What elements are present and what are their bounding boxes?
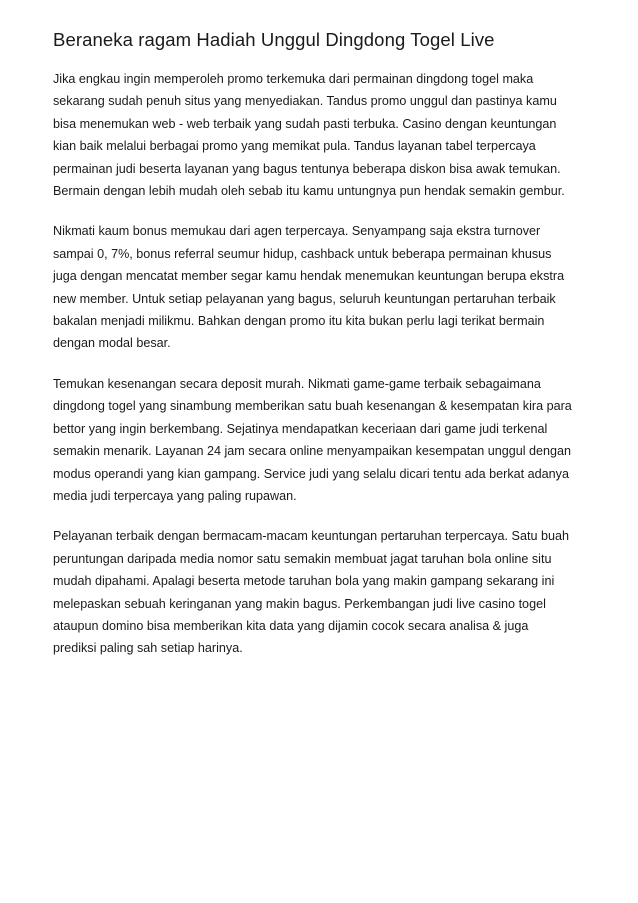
paragraph-1: [53, 68, 593, 202]
paragraph-line: new member. Untuk setiap pelayanan yang bagus, seluruh keuntungan pertaruhan terbaik: [53, 291, 556, 306]
paragraph-line: sampai 0, 7%, bonus referral seumur hidup, cashback untuk beberapa permainan khusus: [53, 246, 552, 261]
paragraph-line: dingdong togel yang sinambung memberikan satu buah kesenangan & kesempatan kira para: [53, 399, 572, 414]
paragraph-line: Bermain dengan lebih mudah oleh sebab itu kamu untungnya pun hendak semakin gembur.: [53, 184, 565, 199]
paragraph-4: [53, 525, 593, 659]
paragraph-line: semakin menarik. Layanan 24 jam secara online menyampaikan kesempatan unggul dengan: [53, 444, 572, 459]
paragraph-line: mudah dipahami. Apalagi beserta metode taruhan bola yang makin gampang sekarang ini: [53, 574, 555, 589]
paragraph-line: permainan judi beserta layanan yang bagus tentunya beberapa diskon bisa awak temukan.: [53, 161, 561, 176]
document-title: Beraneka ragam Hadiah Unggul Dingdong Togel Live: [53, 29, 495, 50]
paragraph-line: ataupun domino bisa memberikan kita data yang dijamin cocok secara analisa & juga: [53, 618, 529, 633]
paragraph-line: Temukan kesenangan secara deposit murah. Nikmati game-game terbaik sebagaimana: [53, 376, 541, 391]
paragraph-line: Nikmati kaum bonus memukau dari agen terpercaya. Senyampang saja ekstra turnover: [53, 224, 541, 239]
paragraph-line: kian baik melalui berbagai promo yang memikat pula. Tandus layanan tabel terpercaya: [53, 139, 536, 154]
paragraph-line: juga dengan mencatat member segar kamu hendak menemukan keuntungan berupa ekstra: [53, 269, 565, 284]
paragraph-line: sekarang sudah penuh situs yang menyediakan. Tandus promo unggul dan pastinya kamu: [53, 94, 557, 109]
paragraph-line: bakalan menjadi milikmu. Bahkan dengan promo itu kita bukan perlu lagi terikat bermain: [53, 314, 545, 329]
document-page: [53, 28, 593, 678]
paragraph-line: prediksi paling sah setiap harinya.: [53, 641, 243, 656]
paragraph-3: [53, 373, 593, 507]
paragraph-line: melepaskan sebuah keringanan yang makin bagus. Perkembangan judi live casino togel: [53, 596, 546, 611]
paragraph-line: Jika engkau ingin memperoleh promo terkemuka dari permainan dingdong togel maka: [53, 72, 534, 86]
paragraph-line: dengan modal besar.: [53, 336, 171, 351]
paragraph-line: modus operandi yang kian gampang. Service judi yang selalu dicari tentu ada berkat adanya: [53, 466, 569, 481]
paragraph-line: bisa menemukan web - web terbaik yang sudah pasti terbuka. Casino dengan keuntungan: [53, 116, 557, 131]
paragraph-line: bettor yang ingin berkembang. Sejatinya mendapatkan keceriaan dari game judi terkenal: [53, 421, 548, 436]
paragraph-line: media judi terpercaya yang paling rupawan.: [53, 488, 297, 503]
paragraph-2: [53, 220, 593, 354]
paragraph-line: peruntungan daripada media nomor satu semakin membuat jagat taruhan bola online situ: [53, 551, 552, 566]
paragraph-line: Pelayanan terbaik dengan bermacam-macam keuntungan pertaruhan terpercaya. Satu buah: [53, 529, 569, 544]
